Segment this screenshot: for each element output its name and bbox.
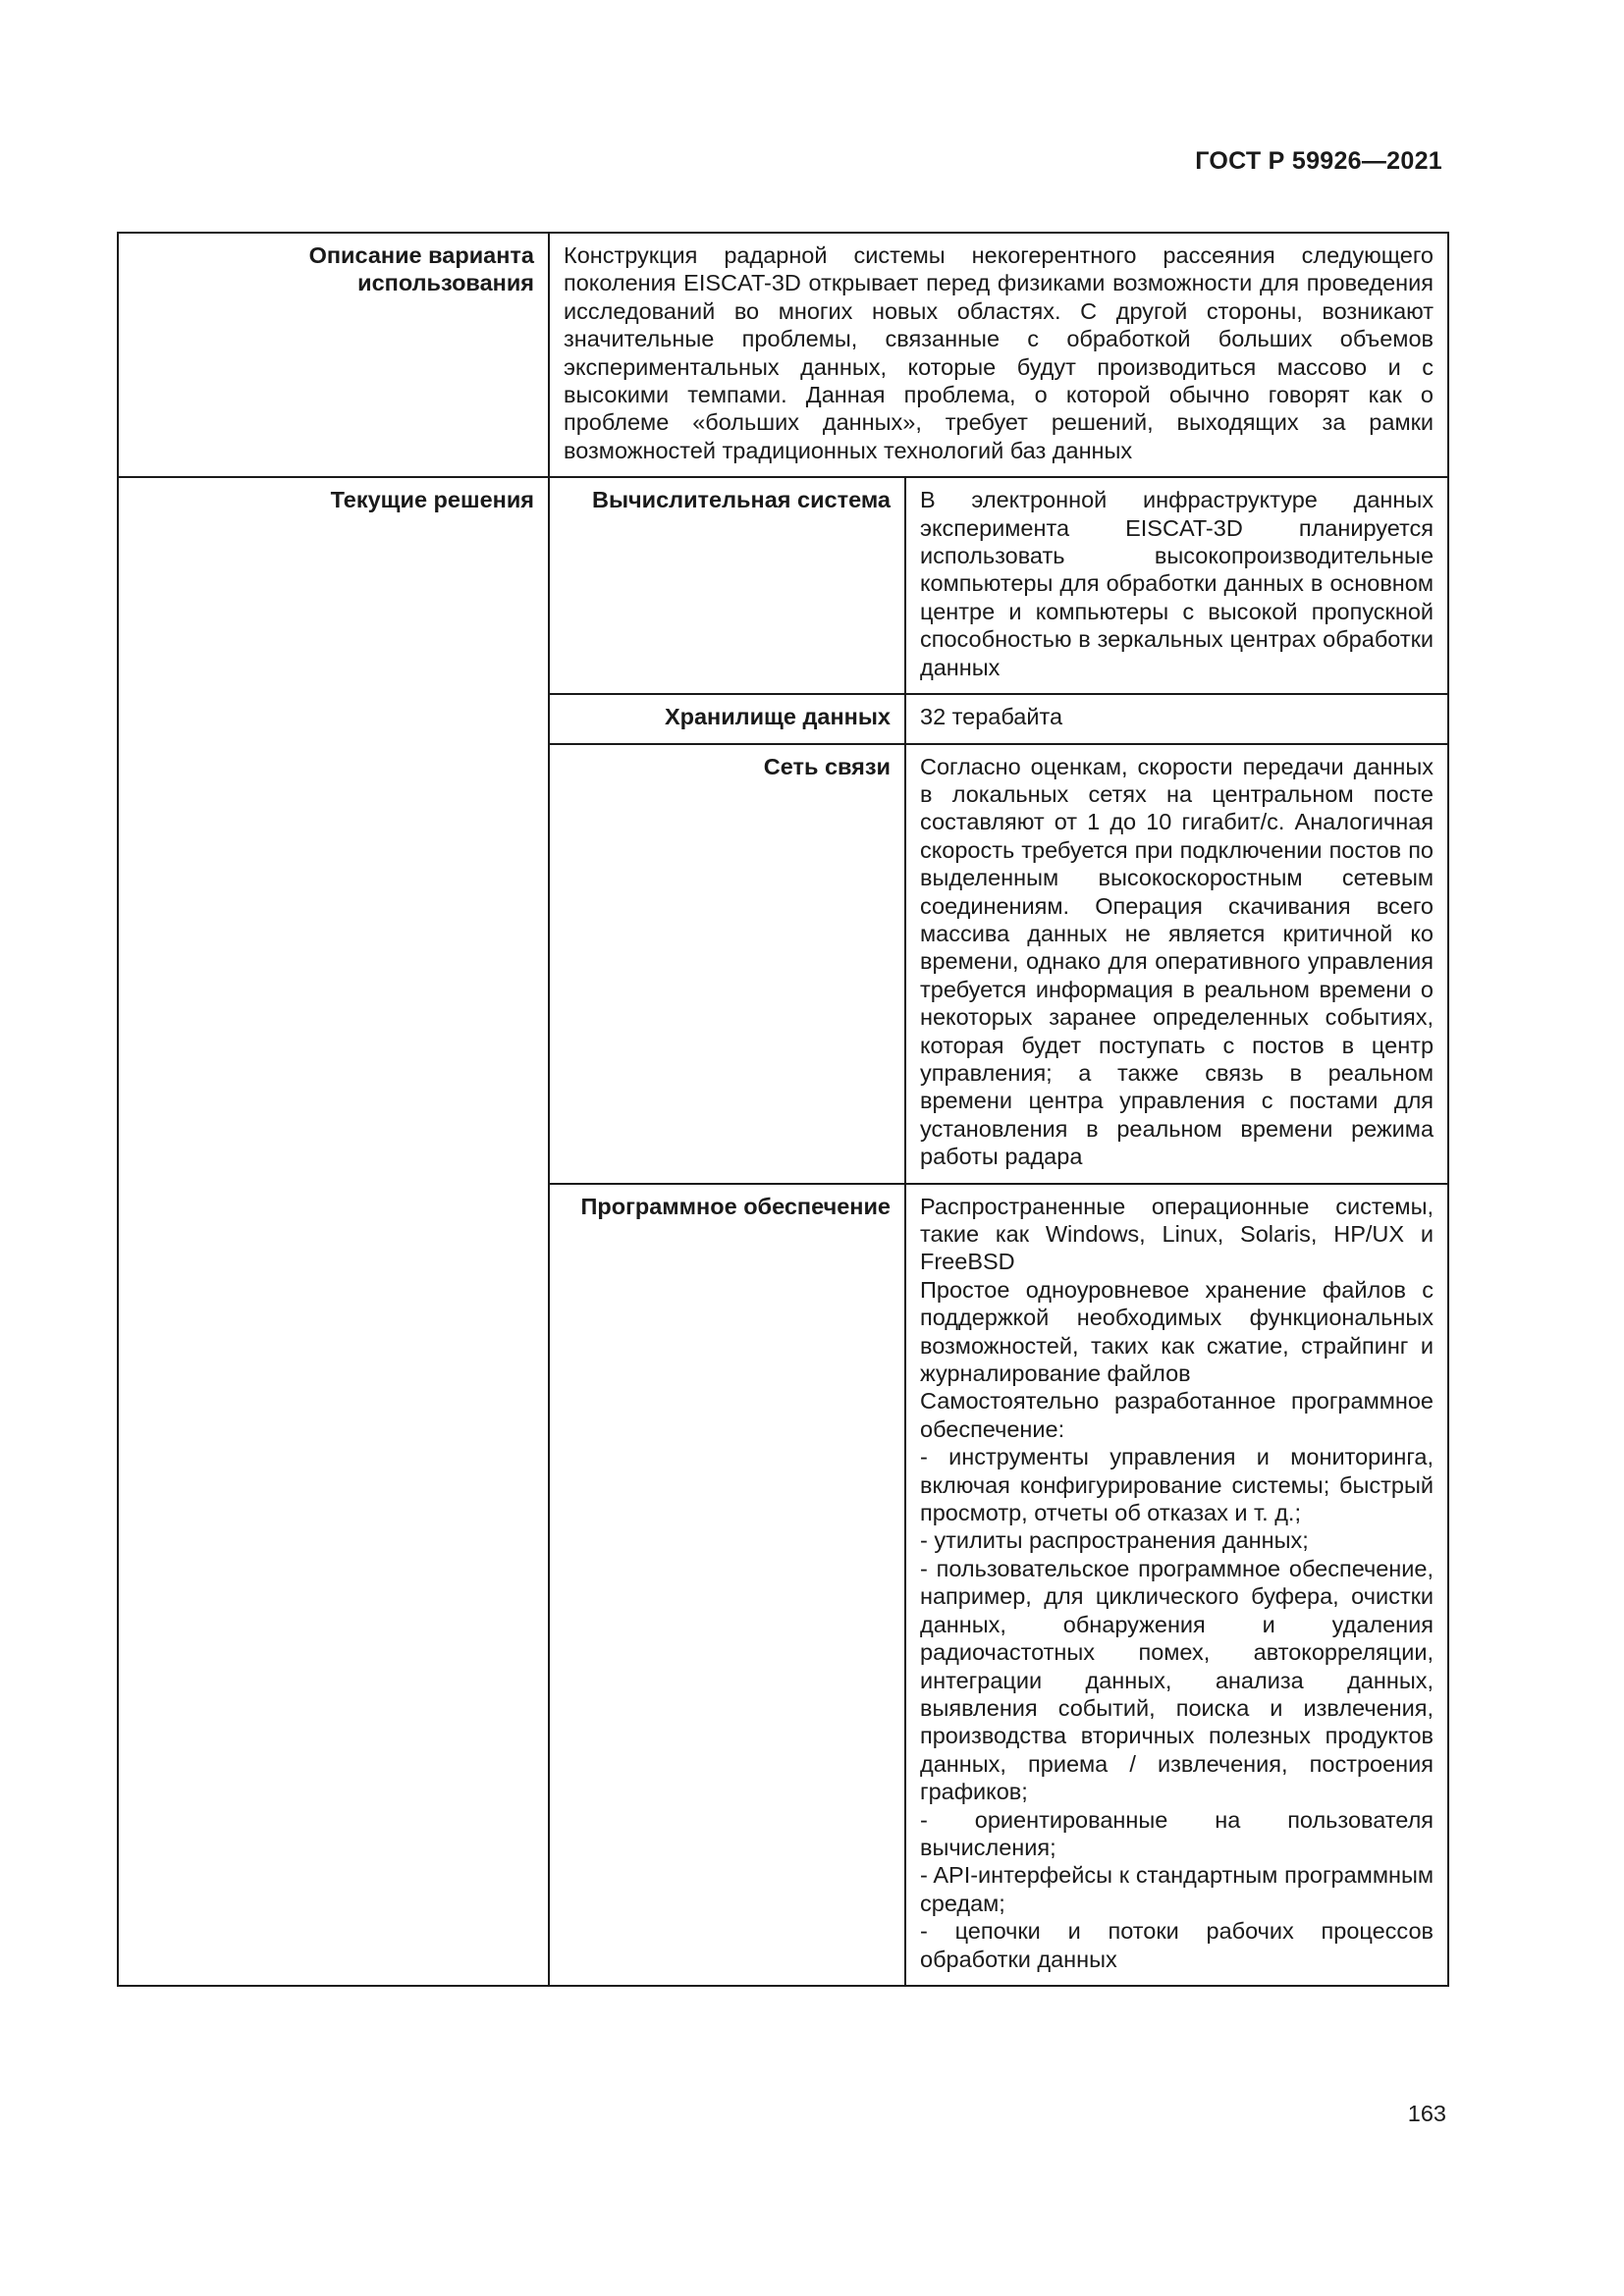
use-case-table	[117, 232, 1449, 1987]
description-label: Описание варианта использования	[118, 233, 549, 477]
software-line: - ориентированные на пользователя вычисления;	[920, 1806, 1435, 1860]
description-text: Конструкция радарной системы некогерентного рассеяния следующего поколения EISCAT-3D открывает перед физиками возможности для проведения исследований во многих новых областях. С другой стороны, возникают значительные проблемы, связанные с обработкой больших объемов экспериментальных данных, которые будут производиться массово и с высокими темпами. Данная проблема, о которой обычно говорят как о проблеме «больших данных», требует решений, выходящих за рамки возможностей традиционных технологий баз данных	[549, 233, 1448, 477]
network-text: Согласно оценкам, скорости передачи данных в локальных сетях на центральном посте составляют от 1 до 10 гигабит/с. Аналогичная скорость требуется при подключении постов по выделенным высокоскоростным сетевым соединениям. Операция скачивания всего массива данных не является критичной ко времени, однако для оперативного управления требуется информация в реальном времени о некоторых заранее определенных событиях, которая будет поступать с постов в центр управления; а также связь в реальном времени центра управления с постами для установления в реальном времени режима работы радара	[905, 744, 1448, 1184]
table-row-computing	[118, 477, 1448, 694]
computing-system-text: В электронной инфраструктуре данных эксперимента EISCAT-3D планируется использовать высокопроизводительные компьютеры для обработки данных в основном центре и компьютеры с высокой пропускной способностью в зеркальных центрах обработки данных	[905, 477, 1448, 694]
data-storage-text: 32 терабайта	[905, 694, 1448, 743]
software-line: Распространенные операционные системы, такие как Windows, Linux, Solaris, HP/UX и FreeBSD	[920, 1193, 1435, 1275]
page-number: 163	[1407, 2101, 1446, 2126]
software-label: Программное обеспечение	[549, 1184, 905, 1986]
software-line: - пользовательское программное обеспечение, например, для циклического буфера, очистки данных, обнаружения и удаления радиочастотных помех, автокорреляции, интеграции данных, анализа данных, выявления событий, поиска и извлечения, производства вторичных полезных продуктов данных, приема / извлечения, построения графиков;	[920, 1555, 1435, 1805]
network-label: Сеть связи	[549, 744, 905, 1184]
software-line: - API-интерфейсы к стандартным программным средам;	[920, 1862, 1435, 1916]
computing-system-label: Вычислительная система	[549, 477, 905, 694]
software-line: - утилиты распространения данных;	[920, 1527, 1309, 1554]
current-solutions-label: Текущие решения	[118, 477, 549, 1986]
software-line: - инструменты управления и мониторинга, включая конфигурирование системы; быстрый просмотр, отчеты об отказах и т. д.;	[920, 1444, 1435, 1526]
table-row-description	[118, 233, 1448, 477]
data-storage-label: Хранилище данных	[549, 694, 905, 743]
document-code: ГОСТ Р 59926—2021	[1195, 147, 1442, 175]
software-text	[905, 1184, 1448, 1986]
software-line: Самостоятельно разработанное программное обеспечение:	[920, 1388, 1435, 1442]
software-line: Простое одноуровневое хранение файлов с поддержкой необходимых функциональных возможностей, таких как сжатие, страйпинг и журналирование файлов	[920, 1276, 1435, 1387]
software-line: - цепочки и потоки рабочих процессов обработки данных	[920, 1918, 1435, 1972]
